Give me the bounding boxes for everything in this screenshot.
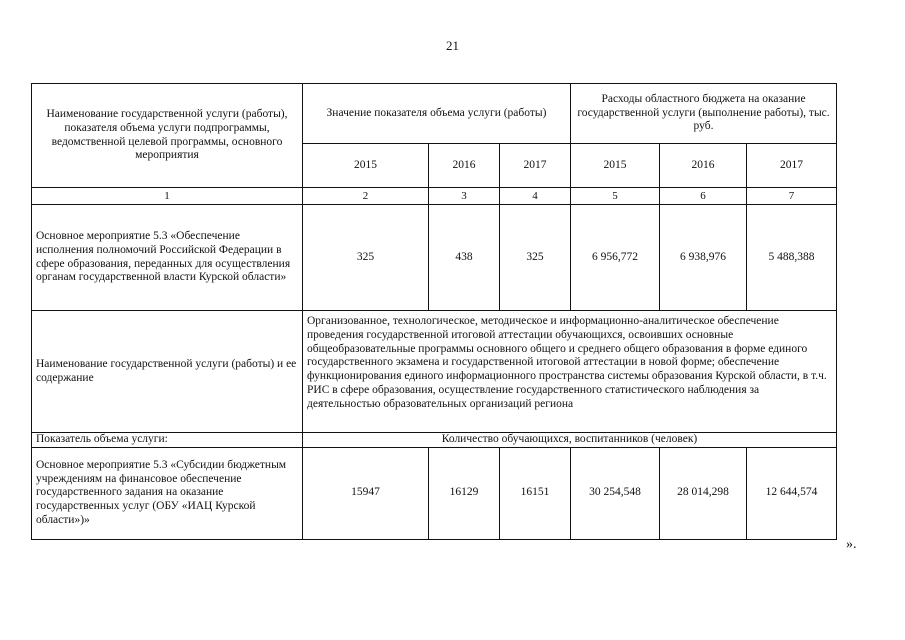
service-content: Организованное, технологическое, методическое и информационно-аналитическое обеспечение проведения государственной итоговой аттестации обучающихся, освоивших основные общеобразовательные программы основного общего и среднего общего образования в форме единого государственного экзамена и государственной итоговой аттестации в новой форме; обеспечение функционирования единого информационного пространства системы образования Курской области, в т.ч. РИС в сфере образования, осуществление государственного статистического наблюдения за деятельностью образовательных организаций региона xyxy=(303,311,837,433)
header-expense-col: Расходы областного бюджета на оказание государственной услуги (выполнение работы), тыс. руб. xyxy=(571,84,837,144)
volume-2017: 325 xyxy=(500,205,571,311)
closing-quote: ». xyxy=(846,537,857,552)
column-number: 3 xyxy=(429,188,500,205)
table-row xyxy=(32,311,837,433)
column-number: 7 xyxy=(747,188,837,205)
indicator-value: Количество обучающихся, воспитанников (человек) xyxy=(303,433,837,448)
expense-2017: 12 644,574 xyxy=(747,447,837,539)
table-row xyxy=(32,433,837,448)
column-number: 1 xyxy=(32,188,303,205)
year-cell: 2015 xyxy=(303,144,429,188)
service-label: Наименование государственной услуги (работы) и ее содержание xyxy=(32,311,303,433)
year-cell: 2015 xyxy=(571,144,660,188)
table-row xyxy=(32,447,837,539)
activity-name: Основное мероприятие 5.3 «Субсидии бюджетным учреждениям на финансовое обеспечение государственного задания на оказание государственных услуг (ОБУ «ИАЦ Курской области»)» xyxy=(32,447,303,539)
year-cell: 2016 xyxy=(660,144,747,188)
volume-2017: 16151 xyxy=(500,447,571,539)
header-volume-col: Значение показателя объема услуги (работы) xyxy=(303,84,571,144)
budget-table xyxy=(31,83,837,540)
year-cell: 2017 xyxy=(747,144,837,188)
expense-2017: 5 488,388 xyxy=(747,205,837,311)
column-number: 2 xyxy=(303,188,429,205)
column-number: 4 xyxy=(500,188,571,205)
activity-name: Основное мероприятие 5.3 «Обеспечение исполнения полномочий Российской Федерации в сфере образования, переданных для осуществления органам государственной власти Курской области» xyxy=(32,205,303,311)
year-cell: 2017 xyxy=(500,144,571,188)
volume-2016: 438 xyxy=(429,205,500,311)
column-number-row xyxy=(32,188,837,205)
expense-2016: 28 014,298 xyxy=(660,447,747,539)
year-cell: 2016 xyxy=(429,144,500,188)
volume-2015: 325 xyxy=(303,205,429,311)
column-number: 5 xyxy=(571,188,660,205)
expense-2015: 30 254,548 xyxy=(571,447,660,539)
expense-2015: 6 956,772 xyxy=(571,205,660,311)
indicator-label: Показатель объема услуги: xyxy=(32,433,303,448)
volume-2015: 15947 xyxy=(303,447,429,539)
expense-2016: 6 938,976 xyxy=(660,205,747,311)
header-name-col: Наименование государственной услуги (работы), показателя объема услуги подпрограммы, ведомственной целевой программы, основного мероприятия xyxy=(32,84,303,188)
header-row-top xyxy=(32,84,837,144)
table-row xyxy=(32,205,837,311)
volume-2016: 16129 xyxy=(429,447,500,539)
column-number: 6 xyxy=(660,188,747,205)
page-number: 21 xyxy=(446,38,459,53)
